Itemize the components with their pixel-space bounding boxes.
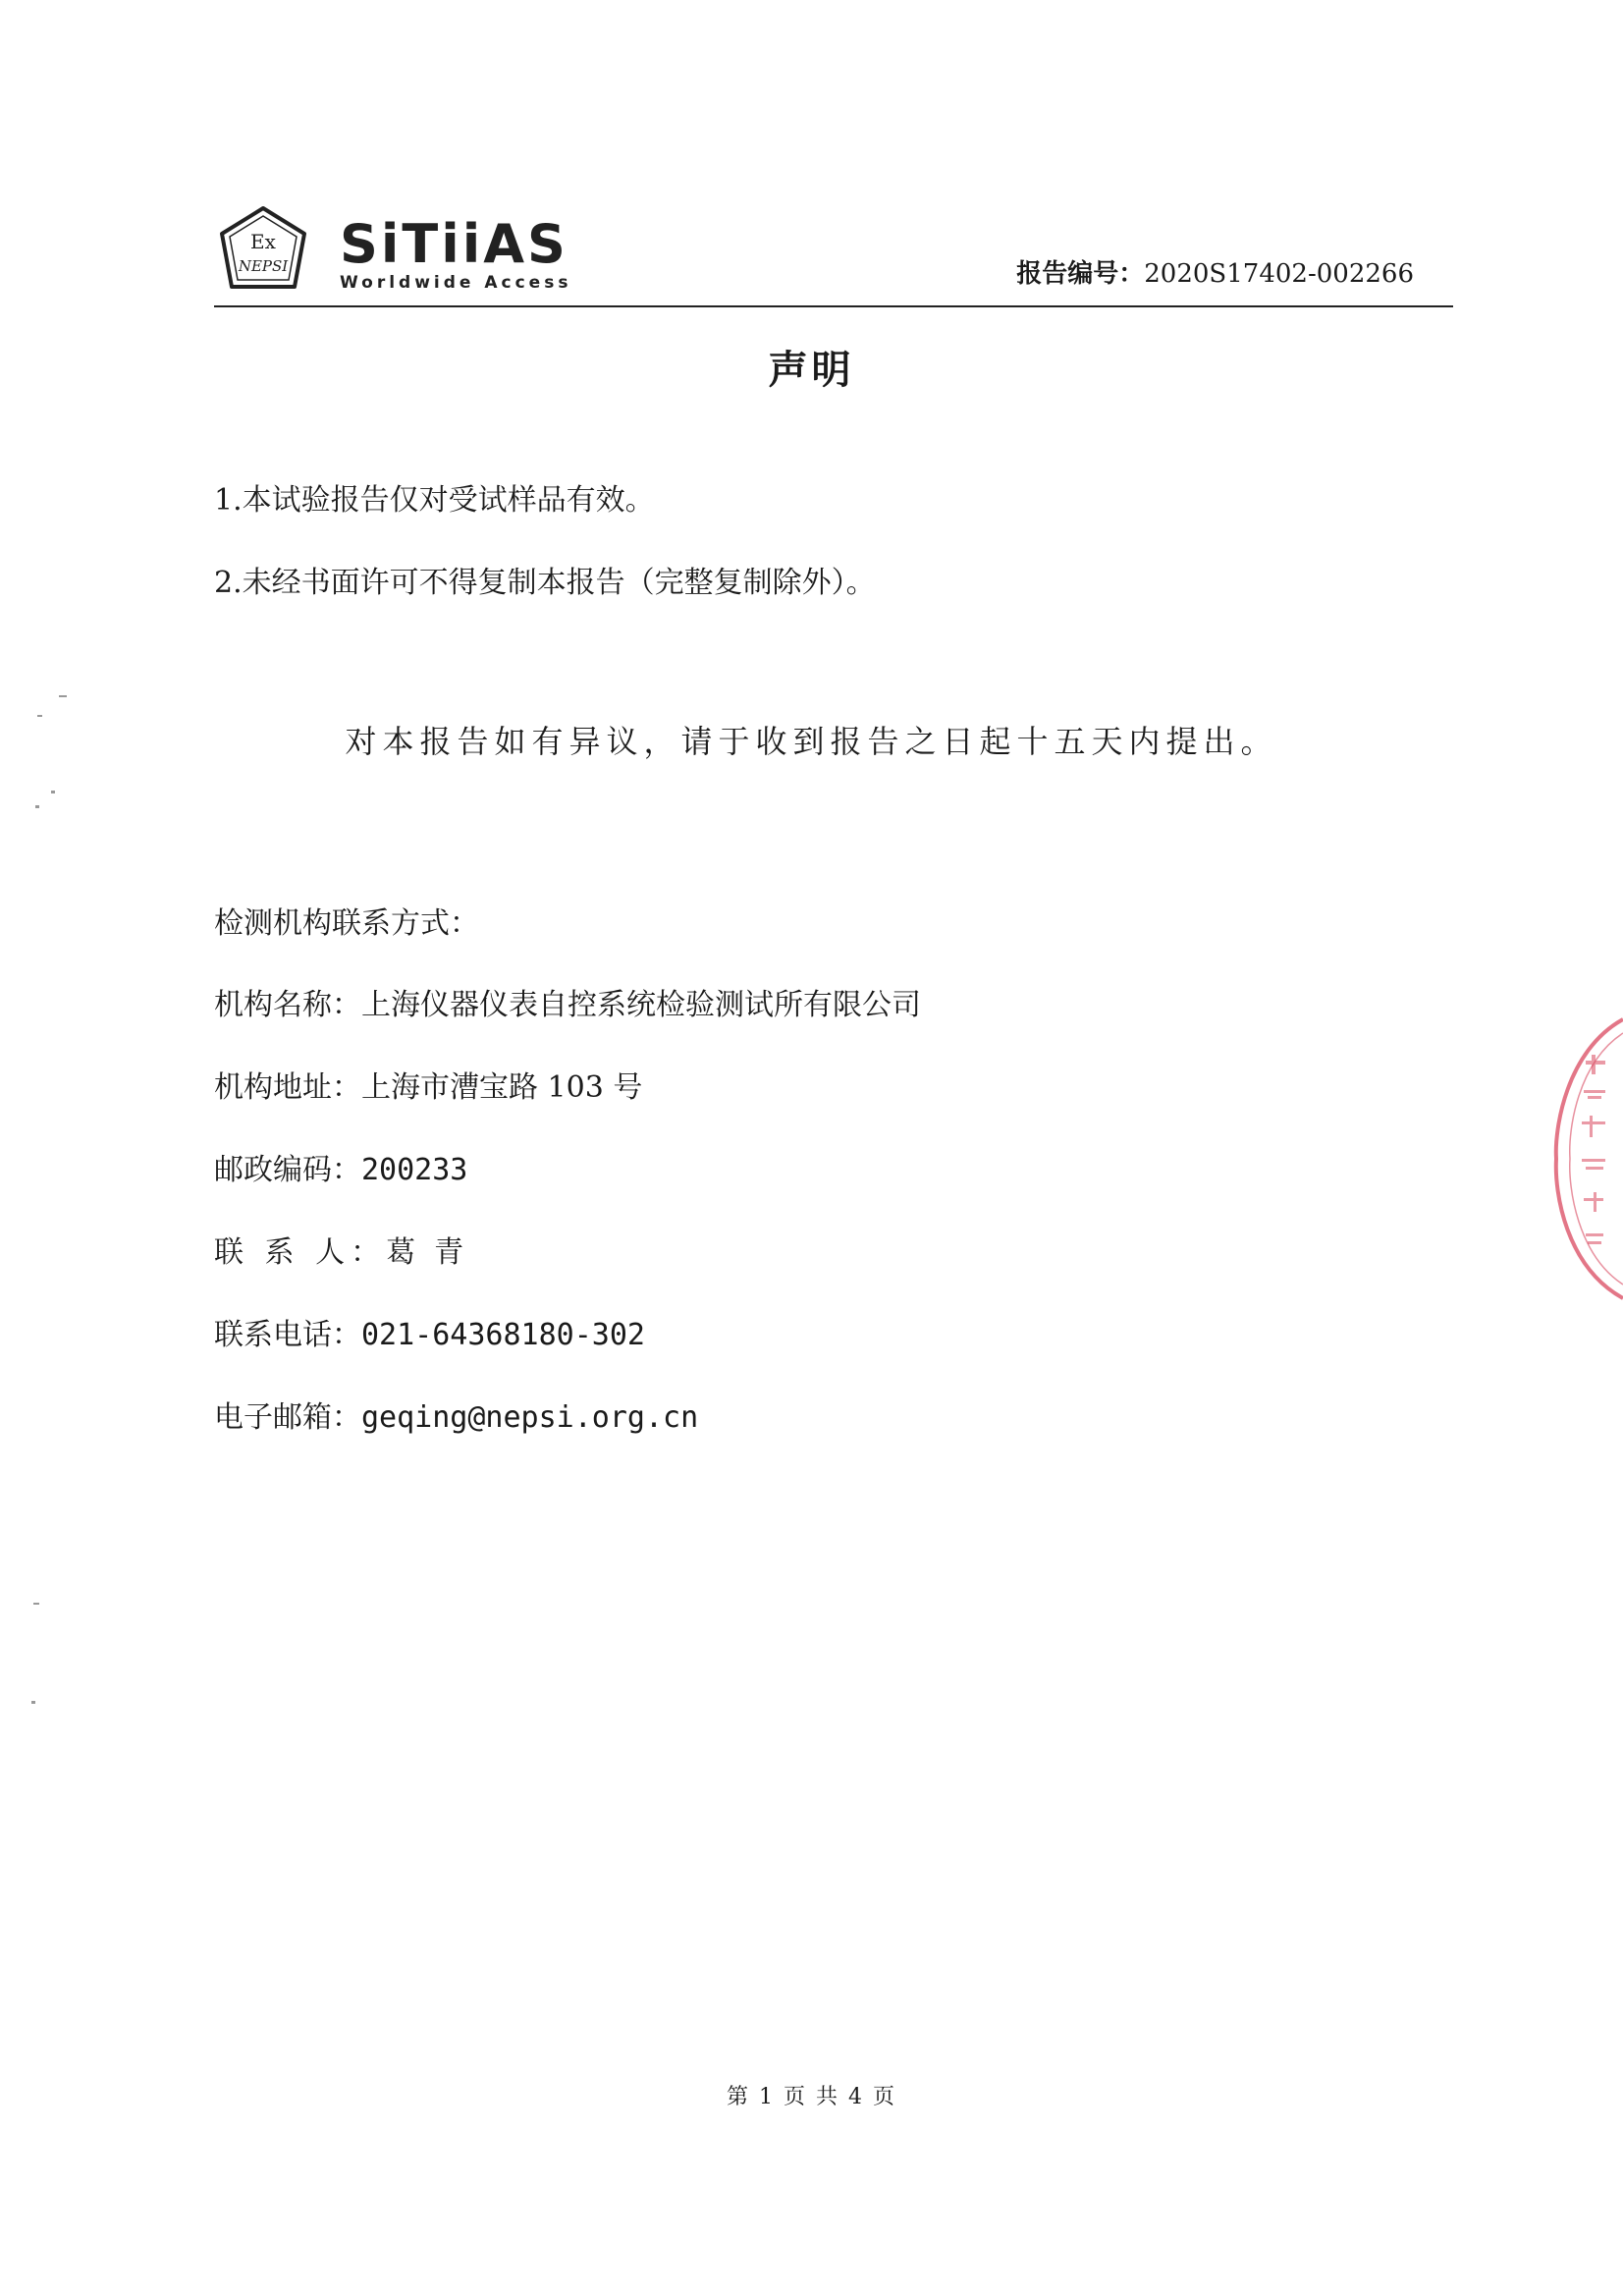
report-header [214, 204, 1453, 312]
scan-speck [35, 805, 39, 808]
scan-speck [59, 695, 67, 697]
ex-nepsi-logo-icon [214, 204, 312, 295]
objection-notice: 对本报告如有异议，请于收到报告之日起十五天内提出。 [345, 723, 1278, 760]
statement-item: 1.本试验报告仅对受试样品有效。 [214, 483, 655, 518]
report-number-label: 报告编号： [1016, 259, 1145, 289]
scan-speck [51, 791, 55, 793]
scan-speck [37, 715, 42, 717]
field-value: 葛 青 [386, 1235, 464, 1270]
field-value: 上海市漕宝路 103 号 [361, 1070, 643, 1105]
report-number-value: 2020S17402-002266 [1144, 259, 1414, 289]
seal-stamp-icon [1537, 1011, 1623, 1306]
field-value: 200233 [361, 1153, 468, 1187]
report-number [1016, 253, 1414, 290]
scan-speck [33, 1603, 39, 1605]
header-divider [214, 305, 1453, 307]
field-value: 上海仪器仪表自控系统检验测试所有限公司 [361, 988, 921, 1022]
field-label: 机构名称： [214, 988, 361, 1022]
field-label: 电子邮箱： [214, 1400, 361, 1435]
contact-field-org-name [214, 980, 921, 1023]
logo-ex-text: Ex [250, 230, 276, 253]
field-label: 邮政编码： [214, 1153, 361, 1187]
contact-field-email [214, 1393, 698, 1436]
field-label: 机构地址： [214, 1070, 361, 1105]
field-value: 021-64368180-302 [361, 1318, 645, 1352]
logo-nepsi-text: NEPSI [238, 257, 289, 275]
sitiias-logo [340, 213, 572, 293]
field-label: 联 系 人： [214, 1235, 387, 1270]
contact-field-address [214, 1063, 642, 1106]
page-number: 第 1 页 共 4 页 [727, 2085, 896, 2109]
scan-speck [31, 1701, 35, 1704]
brand-name: SiTiiAS [340, 213, 568, 275]
field-value: geqing@nepsi.org.cn [361, 1400, 699, 1435]
statement-item: 2.未经书面许可不得复制本报告（完整复制除外）。 [214, 566, 876, 600]
contact-field-person [214, 1228, 463, 1271]
field-label: 联系电话： [214, 1318, 361, 1352]
contact-field-postcode [214, 1145, 467, 1188]
contact-field-phone [214, 1310, 645, 1353]
brand-tagline: Worldwide Access [340, 273, 572, 293]
page-title: 声明 [768, 348, 855, 393]
contact-heading: 检测机构联系方式： [214, 906, 479, 941]
